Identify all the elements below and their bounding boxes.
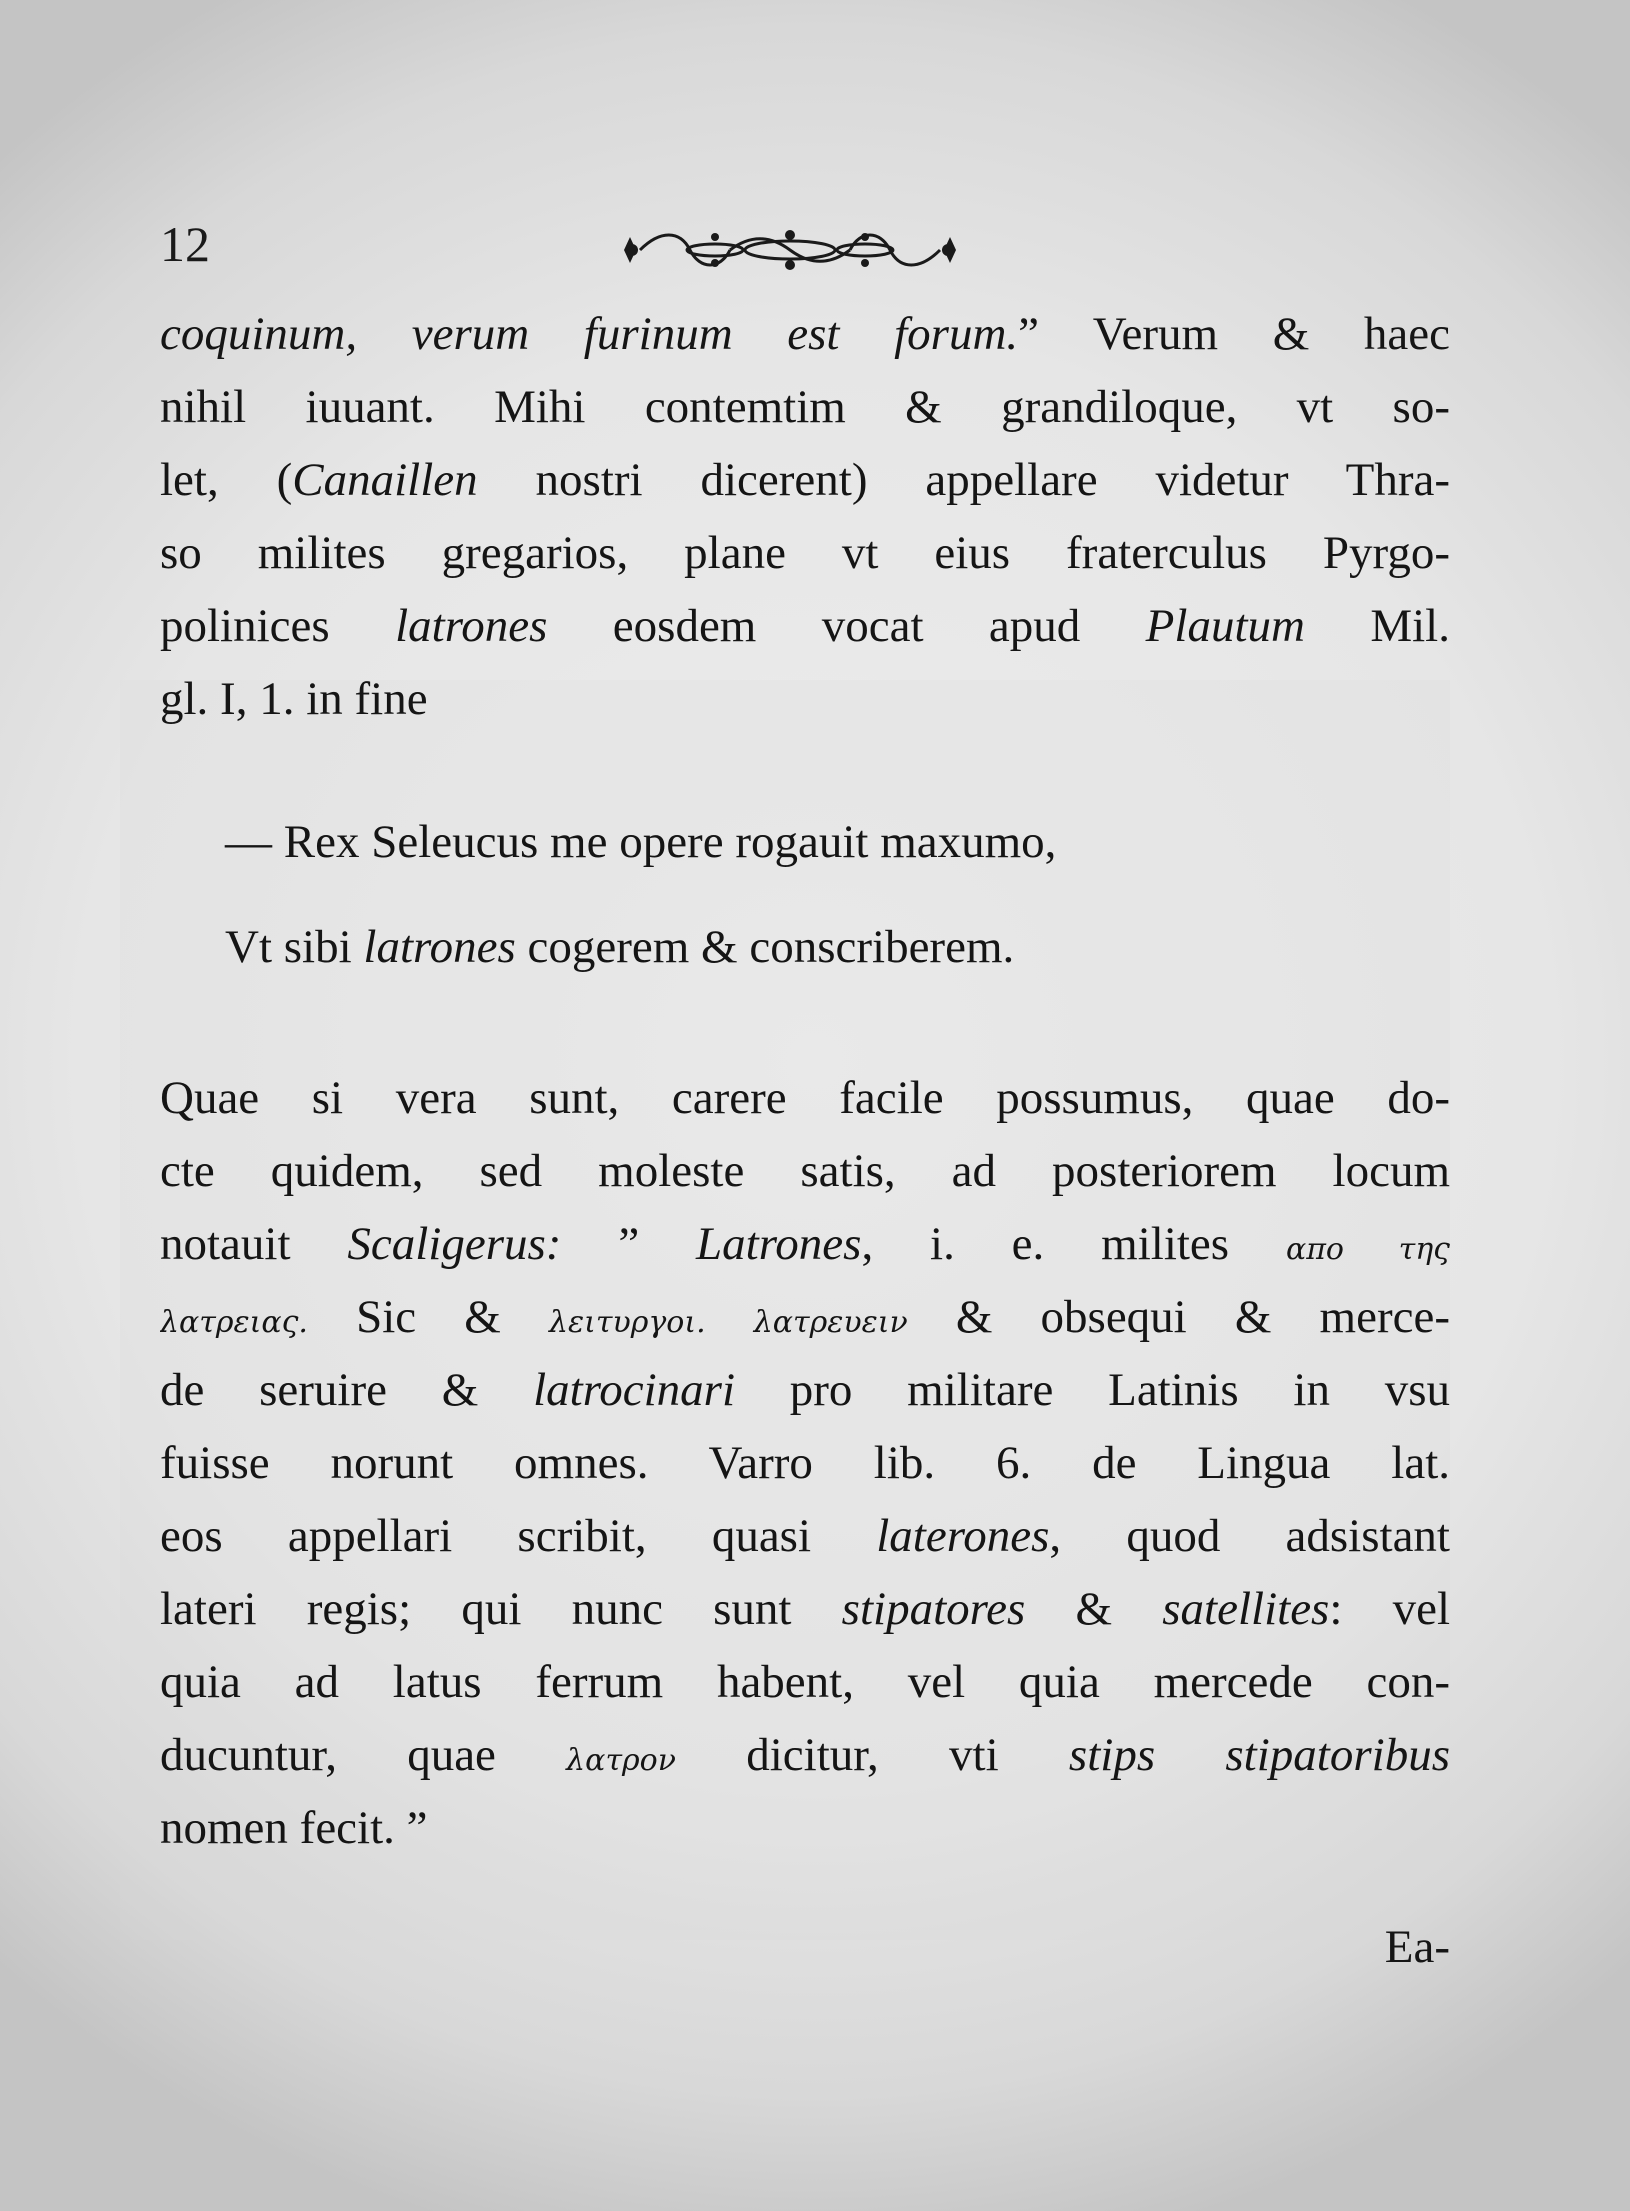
verse-line: Vt sibi latrones cogerem & conscriberem.: [225, 921, 1015, 973]
page-header: [160, 215, 1450, 295]
text-line: notauit Scaligerus: ” Latrones, i. e. milites απο της: [160, 1218, 1450, 1270]
spacer: [160, 984, 1450, 1062]
catchword: Ea-: [1384, 1921, 1450, 1973]
text-line: ducuntur, quae λατρον dicitur, vti stips stipatoribus: [160, 1729, 1450, 1781]
text-line: gl. I, 1. in fine: [160, 673, 428, 725]
spacer: [160, 736, 1450, 806]
ornament-icon: [620, 215, 960, 285]
page-number: 12: [160, 216, 210, 272]
text-line: let, (Canaillen nostri dicerent) appellare videtur Thra-: [160, 454, 1450, 506]
text-line: quia ad latus ferrum habent, vel quia mercede con-: [160, 1656, 1450, 1708]
text-line: nomen fecit. ”: [160, 1802, 428, 1854]
verse-line: — Rex Seleucus me opere rogauit maxumo,: [225, 816, 1057, 868]
text-line: λατρειας. Sic & λειτυργοι. λατρευειν & obsequi & merce-: [160, 1291, 1450, 1343]
spacer: [160, 879, 1450, 911]
text-line: nihil iuuant. Mihi contemtim & grandiloque, vt so-: [160, 381, 1450, 433]
text-line: Quae si vera sunt, carere facile possumus, quae do-: [160, 1072, 1450, 1124]
body-text: [160, 298, 1450, 1865]
text-line: so milites gregarios, plane vt eius fraterculus Pyrgo-: [160, 527, 1450, 579]
text-line: coquinum, verum furinum est forum.” Verum & haec: [160, 308, 1450, 360]
text-line: polinices latrones eosdem vocat apud Plautum Mil.: [160, 600, 1450, 652]
text-line: eos appellari scribit, quasi laterones, quod adsistant: [160, 1510, 1450, 1562]
text-line: de seruire & latrocinari pro militare Latinis in vsu: [160, 1364, 1450, 1416]
text-line: fuisse norunt omnes. Varro lib. 6. de Lingua lat.: [160, 1437, 1450, 1489]
text-line: cte quidem, sed moleste satis, ad posteriorem locum: [160, 1145, 1450, 1197]
text-line: lateri regis; qui nunc sunt stipatores & satellites: vel: [160, 1583, 1450, 1635]
